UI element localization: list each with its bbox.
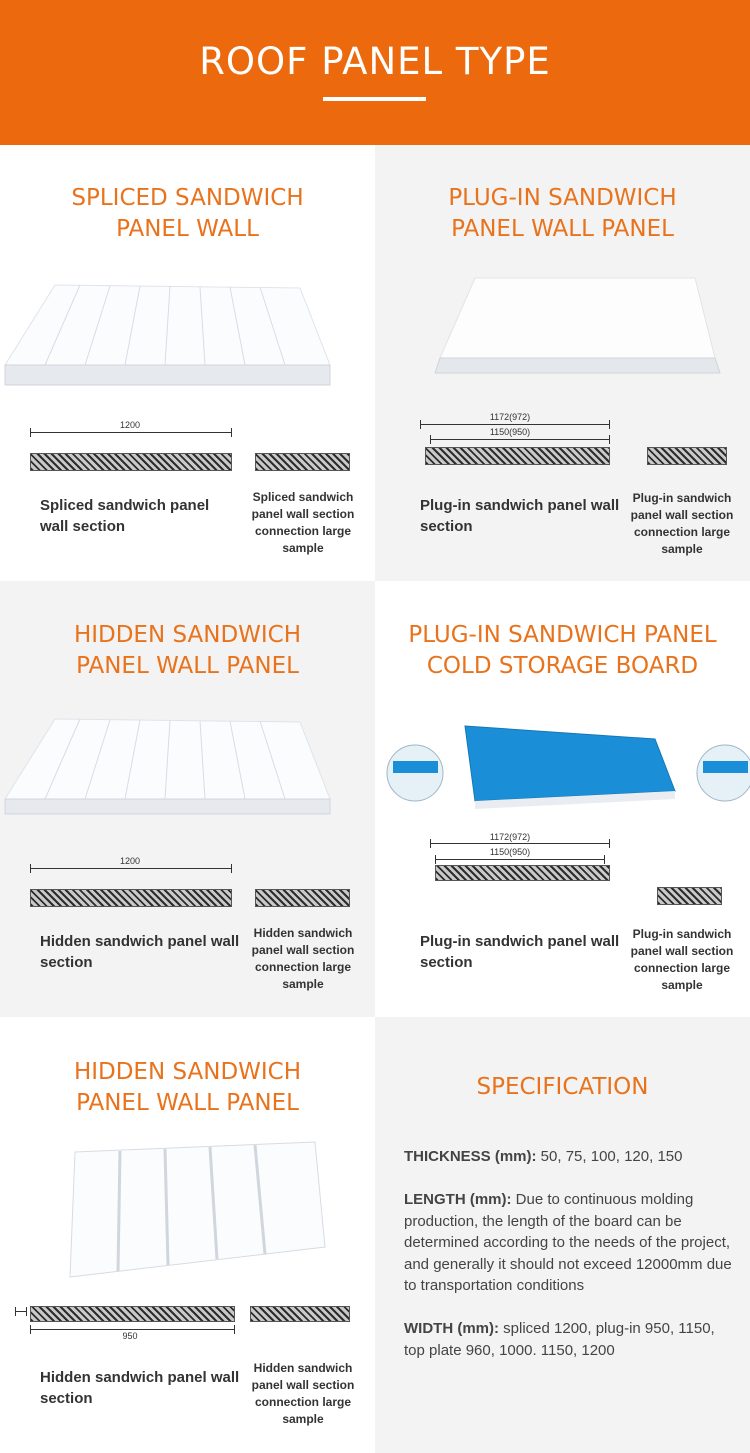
card-title <box>375 183 750 245</box>
dimension-label: 1150(950) <box>489 847 531 857</box>
dimension-label: 1150(950) <box>489 427 531 437</box>
connection-label: Hidden sandwich panel wall section connection large sample <box>251 926 355 991</box>
card-title <box>0 1057 375 1119</box>
dimension-line <box>30 868 232 869</box>
section-label: Plug-in sandwich panel wall section <box>420 933 620 971</box>
spliced-panel-card <box>0 145 375 581</box>
spec-value: 50, 75, 100, 120, 150 <box>536 1148 683 1165</box>
section-label: Hidden sandwich panel wall section <box>40 933 240 971</box>
white-panel-image <box>430 273 730 385</box>
dimension-label: 1200 <box>119 420 141 430</box>
card-title <box>375 620 750 682</box>
spec-length <box>404 1189 734 1297</box>
section-drawing <box>30 889 232 907</box>
page-title: ROOF PANEL TYPE <box>199 40 551 83</box>
dimension-label: 950 <box>122 1331 138 1341</box>
connection-label: Plug-in sandwich panel wall section connection large sample <box>630 491 734 556</box>
spec-value: Due to continuous molding production, the length of the board can be determined according to the needs of the project, and generally it should not exceed 12000mm due to transportation conditions <box>404 1191 732 1294</box>
section-drawing <box>30 453 232 471</box>
section-label: Plug-in sandwich panel wall section <box>420 497 620 535</box>
card-title-line: PANEL WALL PANEL <box>76 653 299 679</box>
grooved-panel-image <box>60 1137 335 1287</box>
spec-thickness <box>404 1146 734 1168</box>
page-header <box>0 0 750 145</box>
spec-label: THICKNESS (mm): <box>404 1148 537 1165</box>
connection-label: Plug-in sandwich panel wall section connection large sample <box>630 927 734 992</box>
cold-storage-panel-card <box>375 581 750 1017</box>
section-drawing <box>30 1306 235 1322</box>
dimension-line <box>420 424 610 425</box>
dimension-line <box>15 1311 27 1312</box>
card-title-line: PLUG-IN SANDWICH <box>448 185 677 211</box>
blue-panel-image <box>385 721 750 821</box>
dimension-line <box>430 843 610 844</box>
connection-label: Spliced sandwich panel wall section connection large sample <box>251 490 355 555</box>
card-title-line: PANEL WALL <box>116 216 259 242</box>
spec-width <box>404 1318 734 1361</box>
hidden-grooved-panel-card <box>0 1017 375 1453</box>
dimension-label: 1172(972) <box>489 412 531 422</box>
spec-value: spliced 1200, plug-in 950, 1150, top plate 960, 1000. 1150, 1200 <box>404 1320 715 1359</box>
dimension-label: 1172(972) <box>489 832 531 842</box>
dimension-label: 1200 <box>119 856 141 866</box>
spec-label: LENGTH (mm): <box>404 1191 512 1208</box>
section-drawing <box>425 447 610 465</box>
card-title-line: PANEL WALL PANEL <box>76 1090 299 1116</box>
connection-drawing <box>657 887 722 905</box>
title-underline <box>323 97 426 101</box>
connection-drawing <box>250 1306 350 1322</box>
card-title-line: HIDDEN SANDWICH <box>73 622 302 648</box>
dimension-line <box>430 439 610 440</box>
spec-label: WIDTH (mm): <box>404 1320 499 1337</box>
card-title <box>0 183 375 245</box>
connection-label: Hidden sandwich panel wall section connection large sample <box>251 1361 355 1426</box>
card-title-line: PANEL WALL PANEL <box>451 216 674 242</box>
hidden-panel-card <box>0 581 375 1017</box>
card-title-line: PLUG-IN SANDWICH PANEL <box>408 622 717 648</box>
plugin-panel-card <box>375 145 750 581</box>
section-drawing <box>435 865 610 881</box>
connection-drawing <box>255 889 350 907</box>
white-panel-image <box>0 714 340 829</box>
connection-drawing <box>647 447 727 465</box>
dimension-line <box>30 432 232 433</box>
dimension-line <box>30 1329 235 1330</box>
card-title-line: HIDDEN SANDWICH <box>73 1059 302 1085</box>
section-label: Hidden sandwich panel wall section <box>40 1369 240 1407</box>
spec-title: SPECIFICATION <box>476 1074 649 1100</box>
section-label: Spliced sandwich panel wall section <box>40 497 210 535</box>
card-title-line: COLD STORAGE BOARD <box>426 653 699 679</box>
card-title-line: SPLICED SANDWICH <box>71 185 304 211</box>
card-title <box>0 620 375 682</box>
dimension-line <box>435 859 605 860</box>
connection-drawing <box>255 453 350 471</box>
white-panel-image <box>0 280 340 395</box>
